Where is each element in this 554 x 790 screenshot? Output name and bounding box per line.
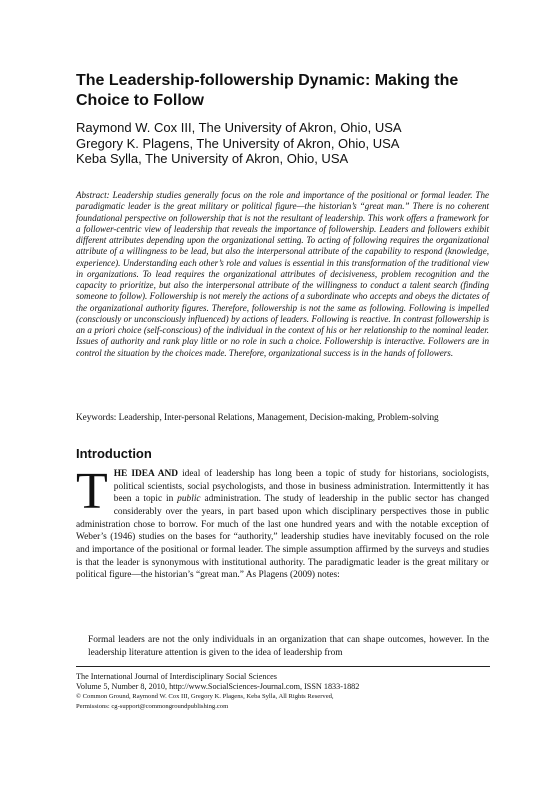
italic-word: public — [177, 494, 201, 505]
journal-footer — [76, 672, 496, 712]
author-list — [76, 120, 496, 167]
drop-cap: T — [76, 463, 108, 520]
intro-text-part: administration. The study of leadership in the public sector has changed considerably over the years, in part based upon which disciplinary perspectives those in public administration chose to borrow. For much of the last one hundred years and with the notable exception of Weber’s (1946) studies on the bases for “authority,” leadership studies have inevitably focused on the role and importance of the positional or formal leader. The simple assumption affirmed by the surveys and studies is that the leader is synonymous with institutional authority. The paradigmatic leader is the great military or political figure—the historian’s “great man.” As Plagens (2009) notes: — [76, 494, 490, 581]
keywords-text: Leadership, Inter-personal Relations, Management, Decision-making, Problem-solving — [118, 412, 439, 422]
journal-name: The International Journal of Interdisciplinary Social Sciences — [76, 672, 277, 681]
copyright-line: © Common Ground, Raymond W. Cox III, Gregory K. Plagens, Keba Sylla, All Rights Reserved, — [76, 693, 334, 701]
intro-text-part: ideal of leadership has long been a topic of study for historians, sociologists, political scientists, social psychologists, and those in business administration. Intermittently it has been a topic in — [113, 469, 490, 505]
author-line: Gregory K. Plagens, The University of Akron, Ohio, USA — [76, 135, 400, 151]
introduction-paragraph — [76, 463, 490, 582]
footer-divider — [76, 666, 490, 667]
keywords — [76, 411, 496, 423]
journal-volume: Volume 5, Number 8, 2010, http://www.SocialSciences-Journal.com, ISSN 1833-1882 — [76, 682, 360, 692]
section-heading-introduction: Introduction — [76, 446, 152, 461]
author-line: Raymond W. Cox III, The University of Akron, Ohio, USA — [76, 120, 402, 135]
paper-title: The Leadership-followership Dynamic: Making the Choice to Follow — [76, 72, 459, 109]
permissions-line: Permissions: cg-support@commongroundpublishing.com — [76, 703, 229, 710]
lead-caps: HE IDEA AND — [113, 469, 179, 479]
abstract-label: Abstract: — [76, 190, 110, 200]
abstract-text: Leadership studies generally focus on the role and importance of the positional or formal leader. The paradigmatic leader is the great military or political figure—the historian’s “great man.” There is no coherent foundational perspective on followership that is not the resultant of leadership. This work offers a framework for a follower-centric view of leadership that reveals the importance of followership. Leaders and followers exhibit different attributes depending upon the organizational setting. To acting of following requires the organizational attribute of a willingness to be lead, but also the interpersonal attribute of the capability to respond (knowledge, experience). Understanding each other’s role and values is essential in this transformation of the traditional view in organizations. To lead requires the organizational attributes of decisiveness, problem recognition and the capacity to prioritize, but also the interpersonal attribute of the willingness to conduct a talent search (finding someone to follow). Followership is not merely the actions of a subordinate who accepts and obeys the dictates of the organizational authority figures. Therefore, followership is not the same as following. Following is impelled (consciously or unconsciously influenced) by actions of leaders. Following is reactive. In contrast followership is an a priori choice (self-conscious) of the individual in the context of his or her relationship to the nominal leader. Issues of authority and rank play little or no role in such a choice. Followership is interactive. Followers are in control the situation by the choices made. Therefore, organizational success is in the hands of followers. — [76, 190, 489, 358]
author-line: Keba Sylla, The University of Akron, Ohio, USA — [76, 151, 349, 166]
abstract — [76, 190, 489, 359]
keywords-label: Keywords: — [76, 412, 117, 422]
block-quote: Formal leaders are not the only individuals in an organization that can shape outcomes, however. In the leadership literature attention is given to the idea of leadership from — [88, 635, 489, 658]
